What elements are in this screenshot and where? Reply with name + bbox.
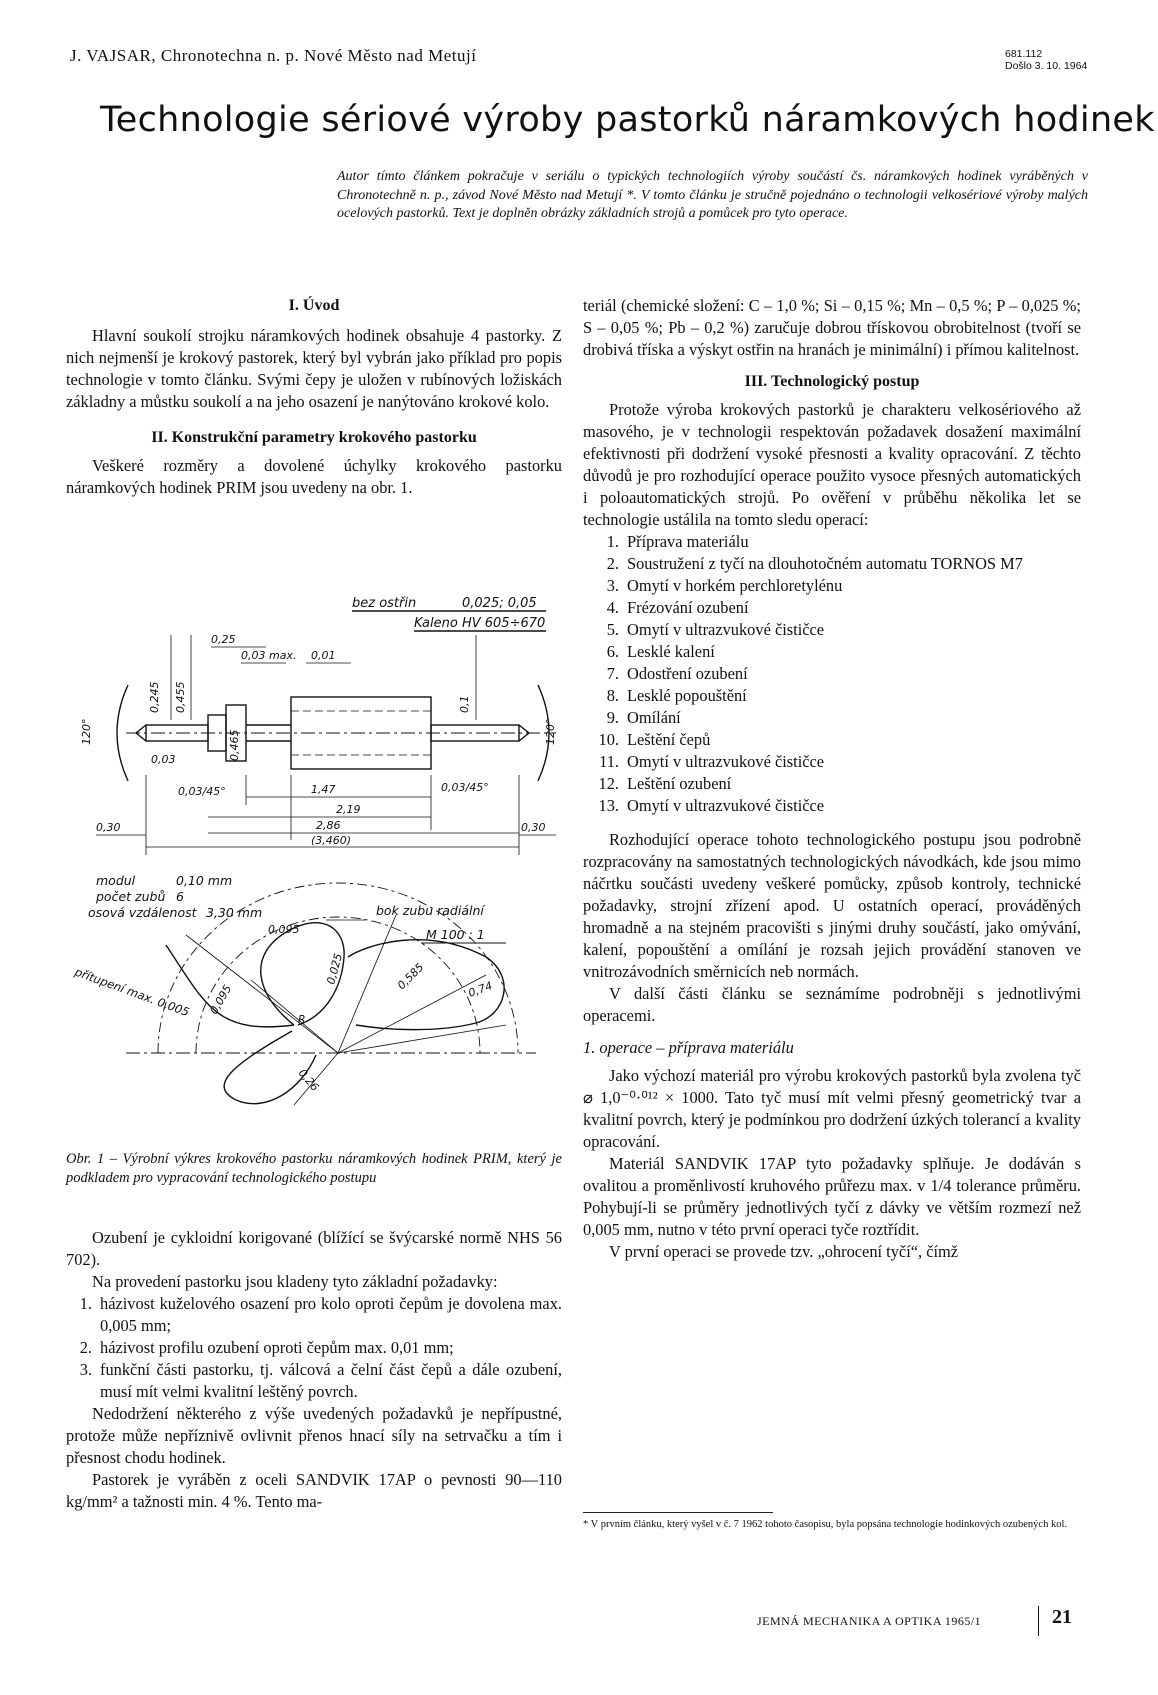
operation-item: 5. Omytí v ultrazvukové čističce (606, 620, 825, 639)
dim-01: 0,1 (458, 695, 471, 713)
operation-item: 11. Omytí v ultrazvukové čističce (599, 752, 825, 771)
received-date: Došlo 3. 10. 1964 (1005, 60, 1088, 72)
allowance-note: přítupení max. 0,005 (72, 964, 192, 1020)
material-paragraph: Pastorek je vyráběn z oceli SANDVIK 17AP o pevnosti 90—110 kg/mm² a tažnosti min. 4 %. Tento ma- (66, 1470, 562, 1511)
pinion-drawing (66, 585, 562, 1150)
operation-item: 7. Odostření ozubení (606, 664, 748, 683)
dim-0245: 0,245 (148, 681, 161, 713)
dim-0455: 0,455 (174, 681, 187, 713)
toothing-paragraph: Ozubení je cykloidní korigované (blížící se švýcarské normě NHS 56 702). (66, 1228, 562, 1269)
dim-030-left: 0,30 (96, 821, 121, 834)
dim-219: 2,19 (336, 803, 361, 816)
dim-025: 0,25 (211, 633, 236, 646)
teeth-label: počet zubů (96, 889, 166, 904)
section-heading-parameters: II. Konstrukční parametry krokového pastorku (151, 429, 477, 446)
operations-list (583, 531, 1081, 817)
distance-value: 3,30 mm (206, 905, 263, 920)
article-title: Technologie sériové výroby pastorků náramkových hodinek (100, 100, 1155, 140)
requirement-item: 1. házivost kuželového osazení pro kolo oproti čepům je dovolena max. 0,005 mm; (79, 1294, 562, 1335)
requirement-item: 2. házivost profilu ozubení oproti čepům max. 0,01 mm; (79, 1338, 454, 1357)
angle-right: 120° (544, 718, 557, 745)
teeth-value: 6 (176, 889, 184, 904)
next-section-paragraph: V další části článku se seznámíme podrobněji s jednotlivými operacemi. (583, 984, 1081, 1025)
left-column-top (66, 295, 562, 499)
operation-item: 4. Frézování ozubení (606, 598, 749, 617)
dim-147: 1,47 (311, 783, 336, 796)
module-label: modul (96, 873, 136, 888)
intro-paragraph: Hlavní soukolí strojku náramkových hodinek obsahuje 4 pastorky. Z nich nejmenší je krokový pastorek, který byl vybrán jako příklad pro popis technologie v tomto článku. Svými čepy je uložen v rubínových ložiskách základny a můstku soukolí a na jeho osazení je nanýtováno krokové kolo. (66, 326, 562, 411)
dim-001: 0,01 (311, 649, 336, 662)
distance-label: osová vzdálenost (88, 905, 197, 920)
note-hardening: Kaleno HV 605÷670 (414, 616, 546, 631)
sandvik-paragraph: Materiál SANDVIK 17AP tyto požadavky splňuje. Je dodáván s ovalitou a proměnlivostí kruhového průřezu max. v 1/4 tolerance průměru. Pohybují-li se průměry jednotlivých tyčí z dávky ve větším rozmezí než 0,005 mm, nutno v této první operaci tyče roztřídit. (583, 1154, 1081, 1239)
footer-divider (1038, 1606, 1039, 1636)
udc-code: 681.112 (1005, 48, 1043, 60)
operation-item: 9. Omílání (606, 708, 681, 727)
dim-3460: (3,460) (311, 834, 352, 847)
scale-note: M 100 : 1 (426, 927, 485, 942)
composition-paragraph: teriál (chemické složení: C – 1,0 %; Si – 0,15 %; Mn – 0,5 %; P – 0,025 %; S – 0,05 %; Pb – 0,2 %) zaručuje dobrou třískovou obrobitelnost (tvoří se drobivá tříska a výskyt ostřin na hranách je minimální) i přímou kalitelnost. (583, 296, 1081, 359)
classification (1005, 48, 1087, 72)
angle-left: 120° (80, 718, 93, 745)
chamfer-right: 0,03/45° (441, 781, 489, 794)
dim-003: 0,03 (151, 753, 176, 766)
module-value: 0,10 mm (176, 873, 233, 888)
requirement-item: 3. funkční části pastorku, tj. válcová a čelní část čepů a dále ozubení, musí mít velmi kvalitní leštěný povrch. (79, 1360, 562, 1401)
tooth-dim-0025: 0,025 (324, 951, 346, 986)
note-roughness: 0,025; 0,05 (462, 596, 537, 611)
pointing-paragraph: V první operaci se provede tzv. „ohrocení tyčí“, čímž (609, 1242, 959, 1261)
left-column-bottom (66, 1227, 562, 1513)
tooth-dim-0095-left: 0,095 (207, 982, 235, 1017)
requirements-list (56, 1293, 562, 1403)
operation-item: 1. Příprava materiálu (606, 532, 749, 551)
subheading-operation-1: 1. operace – příprava materiálu (583, 1038, 794, 1057)
dim-030-right: 0,30 (521, 821, 546, 834)
tooth-radius: R (298, 1013, 306, 1026)
abstract: Autor tímto článkem pokračuje v seriálu o typických technologiích výroby součástí čs. náramkových hodinek vyráběných v Chronotechně n. p., závod Nové Město nad Metují *. V tomto článku je stručně pojednáno o technologii velkosériové výroby malých ocelových pastorků. Text je doplněn obrázky základních strojů a pomůcek pro tyto operace. (337, 169, 1088, 221)
tooth-dim-074: 0,74 (466, 979, 495, 1000)
procedure-paragraph: Protože výroba krokových pastorků je charakteru velkosériového až masového, je v technologii respektován požadavek dosažení maximální efektivnosti při dodržení vysoké přesnosti a kvality opracování. Z těchto důvodů je pro rozhodující operace použito vysoce přesných automatických i poloautomatických strojů. Po ověření v průběhu několika let se technologie ustálila na tomto sledu operací: (583, 400, 1081, 529)
operation-item: 12. Leštění ozubení (598, 774, 732, 793)
section-heading-intro: I. Úvod (288, 297, 340, 314)
journal-footer: JEMNÁ MECHANIKA A OPTIKA 1965/1 (757, 1614, 982, 1628)
operation-item: 8. Lesklé popouštění (606, 686, 747, 705)
tooth-dim-0095-top: 0,095 (268, 923, 300, 936)
footnote: * V prvním článku, který vyšel v č. 7 1962 tohoto časopisu, byla popsána technologie hodinkových ozubených kol. (583, 1519, 1067, 1530)
author-line: J. VAJSAR, Chronotechna n. p. Nové Město nad Metují (70, 46, 477, 65)
figure-caption: Obr. 1 – Výrobní výkres krokového pastorku náramkových hodinek PRIM, který je podkladem pro vypracování technologického postupu (66, 1151, 562, 1186)
dim-003max: 0,03 max. (241, 649, 297, 662)
dim-0465: 0,465 (228, 729, 241, 761)
note-no-burrs: bez ostřin (352, 596, 417, 611)
section-heading-procedure: III. Technologický postup (744, 373, 920, 390)
flank-note: bok zubu radiální (376, 903, 484, 918)
footnote-rule (583, 1512, 773, 1513)
dim-286: 2,86 (316, 819, 341, 832)
operation-item: 3. Omytí v horkém perchloretylénu (606, 576, 843, 595)
starting-material-paragraph: Jako výchozí materiál pro výrobu krokových pastorků byla zvolena tyč ⌀ 1,0⁻⁰·⁰¹² × 1000. Tato tyč musí mít velmi přesný geometrický tvar a kvalitní povrch, který je podmínkou pro dodržení úzkých tolerancí a kvality opracování. (583, 1066, 1081, 1151)
operation-item: 6. Lesklé kalení (606, 642, 715, 661)
parameters-paragraph: Veškeré rozměry a dovolené úchylky krokového pastorku náramkových hodinek PRIM jsou uvedeny na obr. 1. (66, 456, 562, 497)
non-compliance-paragraph: Nedodržení některého z výše uvedených požadavků je nepřípustné, protože může nepříznivě ovlivnit přenos hnací síly na setrvačku a tím i přesnost chodu hodinek. (66, 1404, 562, 1467)
page-number: 21 (1052, 1606, 1072, 1628)
tooth-dim-0585: 0,585 (394, 960, 427, 993)
tooth-dim-026: 0,26 (295, 1066, 322, 1094)
requirements-intro: Na provedení pastorku jsou kladeny tyto základní požadavky: (92, 1272, 498, 1291)
operation-item: 13. Omytí v ultrazvukové čističce (598, 796, 825, 815)
operations-detail-paragraph: Rozhodující operace tohoto technologického postupu jsou podrobně rozpracovány na samostatných technologických návodkách, kde jsou mimo náčrtku součásti uvedeny veškeré pomůcky, způsob kontroly, technické požadavky, strojní zřízení apod. U ostatních operací, prováděných hromadně a na stejném pracovišti s jinými druhy součástí, jako omývání, kalení, popouštění a omílání je rozsah jejich provádění stanoven ve vnitrozávodních směrnicích neb normách. (583, 830, 1081, 981)
chamfer-left: 0,03/45° (178, 785, 226, 798)
right-column (583, 295, 1081, 1263)
operation-item: 2. Soustružení z tyčí na dlouhotočném automatu TORNOS M7 (606, 554, 1023, 573)
operation-item: 10. Leštění čepů (598, 730, 711, 749)
